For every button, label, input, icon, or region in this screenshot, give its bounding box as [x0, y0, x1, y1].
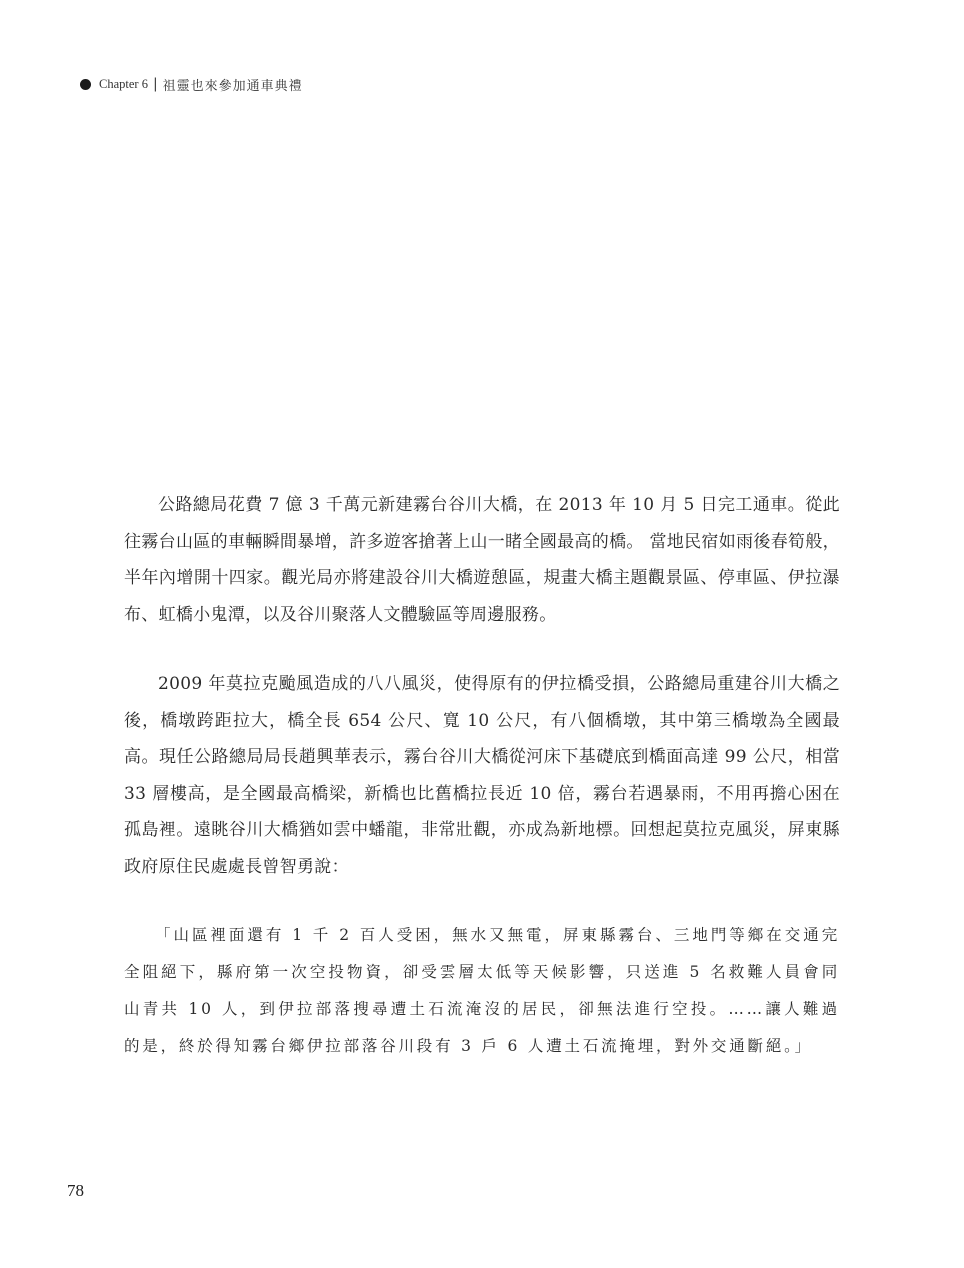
- block-quote: 「山區裡面還有 1 千 2 百人受困，無水又無電，屏東縣霧台、三地門等鄉在交通完全阻絕下，縣府第一次空投物資，卻受雲層太低等天候影響，只送進 5 名救難人員會同山青共 10 人，到伊拉部落搜尋遭土石流淹沒的居民，卻無法進行空投。……讓人難過的是，終於得知霧台鄉伊拉部落谷川段有 3 戶 6 人遭土石流掩埋，對外交通斷絕。」: [124, 926, 840, 1055]
- chapter-label: Chapter 6: [99, 76, 148, 91]
- body-paragraph: 2009 年莫拉克颱風造成的八八風災，使得原有的伊拉橋受損，公路總局重建谷川大橋之後，橋墩跨距拉大，橋全長 654 公尺、寬 10 公尺，有八個橋墩，其中第三橋墩為全國最高。現任公路總局局長趙興華表示，霧台谷川大橋從河床下基礎底到橋面高達 99 公尺，相當 33 層樓高，是全國最高橋梁，新橋也比舊橋拉長近 10 倍，霧台若遇暴雨，不用再擔心困在孤島裡。遠眺谷川大橋猶如雲中蟠龍，非常壯觀，亦成為新地標。回想起莫拉克風災，屏東縣政府原住民處處長曾智勇說：: [124, 674, 840, 877]
- chapter-title: 祖靈也來參加通車典禮: [162, 78, 303, 94]
- body-paragraph: 公路總局花費 7 億 3 千萬元新建霧台谷川大橋，在 2013 年 10 月 5 日完工通車。從此往霧台山區的車輛瞬間暴增，許多遊客搶著上山一睹全國最高的橋。 當地民宿如雨後春筍般，半年內增開十四家。觀光局亦將建設谷川大橋遊憩區，規畫大橋主題觀景區、停車區、伊拉瀑布、虹橋小鬼潭，以及谷川聚落人文體驗區等周邊服務。: [124, 495, 840, 625]
- bullet-icon: [80, 79, 91, 90]
- header-separator: |: [152, 76, 158, 92]
- running-header: [80, 74, 303, 94]
- page-number: 78: [67, 1181, 84, 1200]
